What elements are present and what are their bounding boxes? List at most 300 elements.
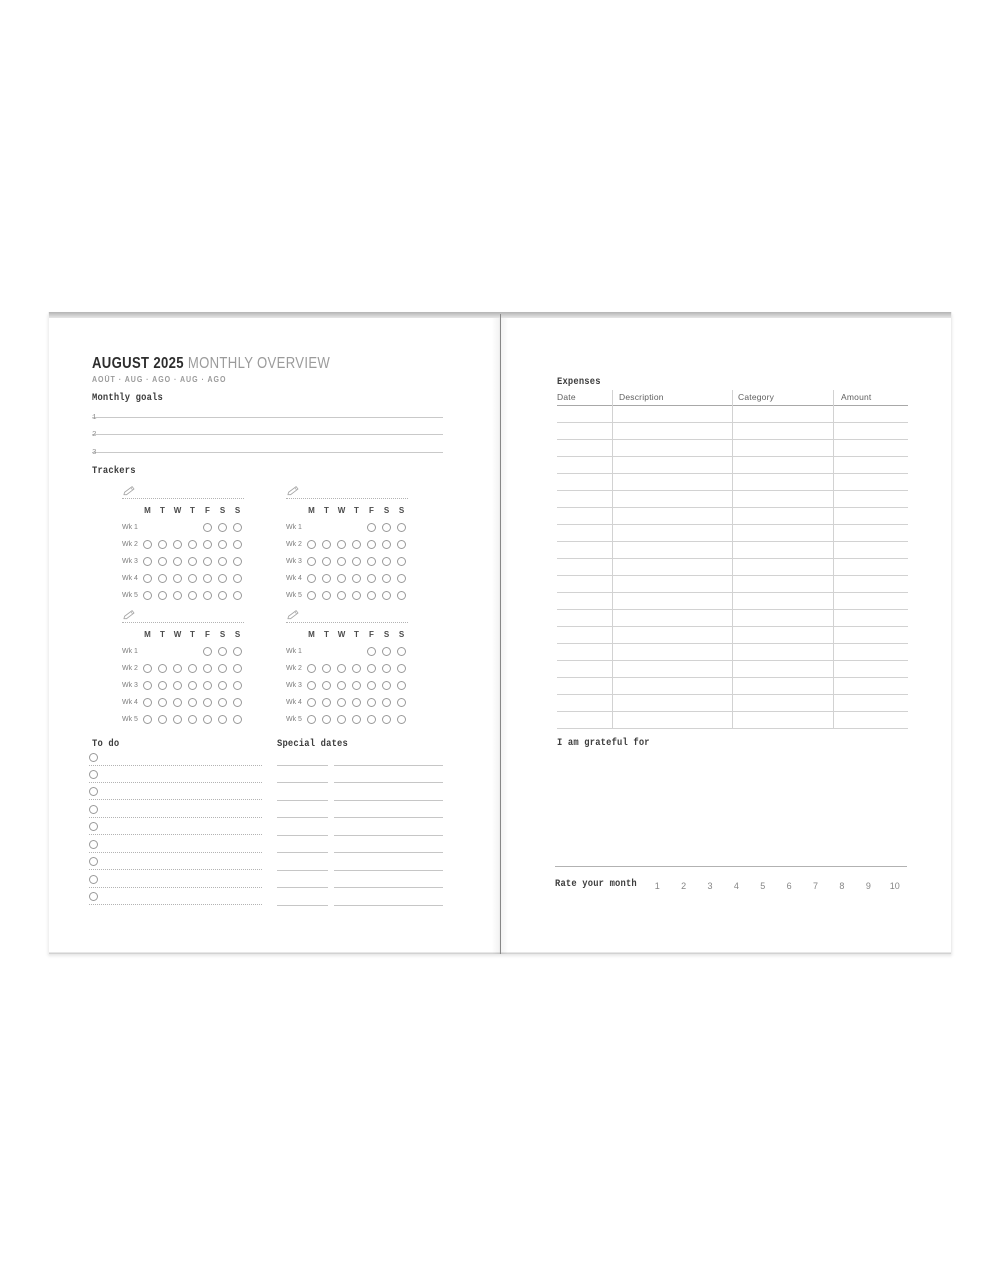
tracker-day-cell	[170, 678, 185, 693]
tracker-week-row	[122, 571, 245, 586]
tracker-day-circle	[233, 574, 242, 583]
tracker-day-cell	[215, 712, 230, 727]
tracker-day-cell	[364, 644, 379, 659]
tracker-day-cell	[334, 520, 349, 535]
special-date-line-short	[277, 852, 328, 853]
tracker-day-cell	[394, 537, 409, 552]
tracker-day-cell	[304, 695, 319, 710]
tracker-day-letter: T	[324, 630, 329, 639]
tracker-day-circle	[218, 647, 227, 656]
tracker-day-circle	[337, 681, 346, 690]
tracker-day-cell	[185, 661, 200, 676]
tracker-day-cell	[319, 588, 334, 603]
tracker-day-cell	[185, 571, 200, 586]
tracker-day-circle	[382, 681, 391, 690]
tracker-day-cell	[379, 695, 394, 710]
tracker-day-cell	[319, 678, 334, 693]
tracker-week-label: Wk 3	[122, 681, 138, 689]
tracker-week-label: Wk 1	[122, 523, 138, 531]
tracker-day-circle	[322, 715, 331, 724]
tracker-day-cell	[349, 537, 364, 552]
tracker-day-cell	[170, 571, 185, 586]
tracker-day-circle	[397, 540, 406, 549]
tracker-day-cell	[155, 661, 170, 676]
pencil-icon	[287, 608, 300, 621]
todo-row	[89, 875, 262, 888]
tracker-day-cell	[140, 520, 155, 535]
tracker-day-circle	[397, 698, 406, 707]
tracker-week-row	[286, 695, 409, 710]
tracker-day-cell	[349, 661, 364, 676]
goal-number: 2	[92, 431, 97, 440]
special-date-line-long	[334, 782, 443, 783]
tracker-day-cell	[215, 537, 230, 552]
tracker-day-circle	[382, 540, 391, 549]
tracker-day-circle	[233, 591, 242, 600]
tracker-day-cell	[304, 588, 319, 603]
expenses-row-line	[557, 592, 908, 593]
tracker-day-circle	[397, 574, 406, 583]
tracker-day-cell	[155, 678, 170, 693]
tracker-day-letter: F	[205, 630, 210, 639]
special-date-line-short	[277, 887, 328, 888]
tracker-day-header	[304, 506, 409, 515]
tracker-day-cell	[379, 571, 394, 586]
tracker-day-circle	[158, 591, 167, 600]
pencil-icon	[123, 608, 136, 621]
expenses-row-line	[557, 643, 908, 644]
tracker-day-cell	[140, 661, 155, 676]
todo-circle	[89, 787, 98, 796]
tracker-day-letter: T	[190, 506, 195, 515]
rating-number: 1	[654, 881, 660, 891]
tracker-week-label: Wk 5	[286, 716, 302, 724]
tracker-day-circle	[143, 681, 152, 690]
tracker-day-circle	[218, 574, 227, 583]
tracker-week-row	[122, 537, 245, 552]
tracker-day-letter: W	[173, 630, 182, 639]
tracker-week-row	[122, 554, 245, 569]
tracker-day-cell	[319, 695, 334, 710]
tracker-week-label: Wk 4	[286, 575, 302, 583]
tracker-day-circle	[337, 540, 346, 549]
tracker-day-circle	[382, 698, 391, 707]
tracker-day-cell	[170, 520, 185, 535]
tracker-day-letter: M	[308, 506, 315, 515]
tracker-day-cell	[200, 537, 215, 552]
tracker-day-letter: S	[383, 506, 390, 515]
tracker-day-cell	[304, 661, 319, 676]
tracker-day-cell	[319, 712, 334, 727]
tracker-day-letter: S	[234, 506, 241, 515]
expenses-column-header: Description	[619, 392, 664, 402]
tracker-day-letter: T	[324, 506, 329, 515]
tracker-day-cell	[215, 554, 230, 569]
tracker-day-circle	[352, 664, 361, 673]
tracker-day-circle	[188, 574, 197, 583]
tracker-day-cell	[170, 537, 185, 552]
special-date-line-short	[277, 800, 328, 801]
tracker-day-circle	[367, 715, 376, 724]
tracker-day-cell	[140, 588, 155, 603]
tracker-day-circle	[158, 574, 167, 583]
tracker-day-header	[140, 630, 245, 639]
tracker-day-cell	[170, 661, 185, 676]
monthly-goals-label: Monthly goals	[92, 393, 163, 404]
todo-row	[89, 892, 262, 905]
tracker-day-circle	[382, 523, 391, 532]
tracker-day-cell	[364, 588, 379, 603]
tracker-day-circle	[367, 664, 376, 673]
tracker-title-line	[122, 498, 244, 499]
tracker-title-line	[286, 622, 408, 623]
tracker-day-circle	[218, 591, 227, 600]
tracker-day-circle	[203, 715, 212, 724]
tracker-day-circle	[233, 715, 242, 724]
tracker-day-cell	[200, 520, 215, 535]
tracker-day-cell	[185, 520, 200, 535]
goal-row	[92, 406, 443, 422]
expenses-row-line	[557, 507, 908, 508]
tracker-week-label: Wk 2	[122, 664, 138, 672]
tracker-day-circle	[233, 698, 242, 707]
tracker-day-cell	[334, 695, 349, 710]
tracker-day-circle	[218, 698, 227, 707]
tracker-day-circle	[397, 715, 406, 724]
tracker-day-circle	[397, 591, 406, 600]
expenses-row-line	[557, 711, 908, 712]
expenses-row-line	[557, 609, 908, 610]
tracker-day-letter: T	[160, 630, 165, 639]
todo-row	[89, 770, 262, 783]
todo-circle	[89, 822, 98, 831]
tracker-week-label: Wk 5	[286, 592, 302, 600]
tracker-day-cell	[349, 520, 364, 535]
expenses-row-line	[557, 473, 908, 474]
expenses-row-line	[557, 575, 908, 576]
tracker-day-cell	[394, 644, 409, 659]
tracker	[286, 482, 412, 602]
tracker-day-cell	[364, 571, 379, 586]
tracker-day-letter: S	[219, 506, 226, 515]
tracker-day-cell	[394, 588, 409, 603]
tracker-week-label: Wk 4	[286, 699, 302, 707]
special-date-line-short	[277, 817, 328, 818]
tracker-day-circle	[337, 591, 346, 600]
tracker-day-cell	[215, 644, 230, 659]
tracker-day-cell	[230, 712, 245, 727]
tracker-day-circle	[188, 557, 197, 566]
tracker-day-circle	[203, 698, 212, 707]
tracker-day-cell	[230, 520, 245, 535]
tracker-day-cell	[140, 571, 155, 586]
expenses-row-line	[557, 439, 908, 440]
tracker-day-cell	[155, 554, 170, 569]
tracker-day-circle	[143, 715, 152, 724]
todo-row	[89, 857, 262, 870]
trackers-label: Trackers	[92, 466, 136, 477]
tracker-day-circle	[158, 540, 167, 549]
tracker-day-circle	[143, 574, 152, 583]
tracker-day-cell	[334, 661, 349, 676]
tracker-day-cell	[140, 554, 155, 569]
tracker-day-circle	[352, 557, 361, 566]
tracker-day-circle	[322, 591, 331, 600]
tracker-day-cell	[215, 588, 230, 603]
expenses-row-line	[557, 558, 908, 559]
tracker-week-row	[286, 678, 409, 693]
special-date-line-short	[277, 870, 328, 871]
tracker-day-cell	[155, 520, 170, 535]
tracker-day-circle	[307, 574, 316, 583]
tracker-day-cell	[200, 712, 215, 727]
tracker-day-cell	[304, 712, 319, 727]
tracker-day-cell	[319, 554, 334, 569]
tracker-day-circle	[143, 591, 152, 600]
todo-row	[89, 805, 262, 818]
tracker-day-cell	[394, 661, 409, 676]
tracker-day-circle	[158, 715, 167, 724]
tracker-day-circle	[382, 557, 391, 566]
tracker-day-cell	[304, 520, 319, 535]
tracker-day-letter: W	[173, 506, 182, 515]
pencil-icon	[123, 484, 136, 497]
tracker-week-label: Wk 3	[286, 681, 302, 689]
tracker-day-circle	[397, 557, 406, 566]
tracker-day-circle	[367, 681, 376, 690]
tracker-day-cell	[140, 712, 155, 727]
tracker-day-circle	[233, 681, 242, 690]
tracker-day-circle	[352, 540, 361, 549]
tracker-day-circle	[382, 647, 391, 656]
tracker-day-cell	[364, 537, 379, 552]
tracker-day-circle	[173, 664, 182, 673]
tracker-week-row	[122, 695, 245, 710]
tracker-day-circle	[203, 647, 212, 656]
tracker-day-letter: S	[219, 630, 226, 639]
tracker-day-circle	[218, 681, 227, 690]
special-date-line-long	[334, 905, 443, 906]
tracker-day-circle	[382, 715, 391, 724]
tracker-day-cell	[215, 661, 230, 676]
tracker-day-circle	[203, 681, 212, 690]
tracker-day-cell	[364, 712, 379, 727]
tracker-week-label: Wk 3	[122, 557, 138, 565]
goal-row	[92, 441, 443, 457]
tracker-day-letter: T	[160, 506, 165, 515]
tracker-day-letter: T	[354, 506, 359, 515]
tracker-day-cell	[394, 520, 409, 535]
tracker-day-cell	[304, 554, 319, 569]
tracker-day-circle	[337, 664, 346, 673]
tracker-day-cell	[215, 678, 230, 693]
tracker-day-letter: S	[398, 630, 405, 639]
expenses-column-header: Date	[557, 392, 576, 402]
expenses-row-line	[557, 490, 908, 491]
tracker-day-cell	[155, 588, 170, 603]
tracker-week-row	[286, 644, 409, 659]
tracker-day-circle	[307, 698, 316, 707]
tracker-day-cell	[140, 678, 155, 693]
tracker-day-cell	[200, 588, 215, 603]
tracker-week-row	[122, 644, 245, 659]
tracker-day-cell	[334, 554, 349, 569]
goal-number: 3	[92, 448, 97, 457]
tracker-day-cell	[364, 678, 379, 693]
tracker-day-circle	[352, 698, 361, 707]
tracker-day-cell	[349, 554, 364, 569]
tracker-day-cell	[364, 661, 379, 676]
tracker-day-cell	[185, 554, 200, 569]
expenses-row-line	[557, 456, 908, 457]
tracker-day-letter: T	[190, 630, 195, 639]
tracker-day-circle	[188, 681, 197, 690]
tracker-day-cell	[140, 695, 155, 710]
tracker-day-circle	[218, 715, 227, 724]
special-date-line-short	[277, 782, 328, 783]
tracker-day-circle	[322, 664, 331, 673]
tracker-day-cell	[334, 588, 349, 603]
special-date-line-long	[334, 817, 443, 818]
tracker-day-cell	[379, 678, 394, 693]
tracker-week-label: Wk 4	[122, 575, 138, 583]
tracker-day-circle	[158, 664, 167, 673]
tracker-day-cell	[304, 571, 319, 586]
tracker-day-circle	[397, 647, 406, 656]
tracker-day-cell	[379, 588, 394, 603]
tracker-day-cell	[230, 571, 245, 586]
tracker-day-cell	[334, 571, 349, 586]
todo-row	[89, 787, 262, 800]
tracker-day-circle	[322, 557, 331, 566]
tracker-day-circle	[352, 681, 361, 690]
tracker-title-line	[122, 622, 244, 623]
tracker-day-cell	[185, 678, 200, 693]
page-title-month: AUGUST 2025	[92, 355, 184, 372]
tracker-day-cell	[200, 661, 215, 676]
tracker-day-circle	[367, 591, 376, 600]
tracker	[286, 606, 412, 726]
tracker-day-circle	[382, 664, 391, 673]
rating-number: 2	[681, 881, 687, 891]
tracker-day-letter: W	[337, 630, 346, 639]
tracker-day-cell	[230, 588, 245, 603]
tracker-day-cell	[394, 554, 409, 569]
tracker-day-letter: S	[398, 506, 405, 515]
tracker-week-row	[286, 588, 409, 603]
tracker-day-cell	[155, 712, 170, 727]
expenses-table	[557, 390, 908, 728]
tracker-day-cell	[230, 644, 245, 659]
tracker-week-row	[286, 554, 409, 569]
tracker-day-circle	[173, 681, 182, 690]
tracker-day-cell	[230, 678, 245, 693]
tracker-day-circle	[367, 523, 376, 532]
tracker-day-cell	[140, 644, 155, 659]
tracker-day-cell	[349, 571, 364, 586]
tracker-week-label: Wk 1	[122, 647, 138, 655]
todo-row	[89, 840, 262, 853]
tracker-day-circle	[367, 574, 376, 583]
tracker-day-circle	[143, 698, 152, 707]
tracker-week-row	[122, 520, 245, 535]
expenses-row-line	[557, 524, 908, 525]
tracker-day-letter: S	[383, 630, 390, 639]
tracker-day-cell	[185, 537, 200, 552]
tracker-day-cell	[170, 695, 185, 710]
special-date-line-long	[334, 835, 443, 836]
expenses-label: Expenses	[557, 377, 601, 388]
tracker-day-circle	[352, 715, 361, 724]
tracker-day-letter: M	[144, 630, 151, 639]
tracker-day-circle	[158, 557, 167, 566]
tracker-day-circle	[158, 698, 167, 707]
tracker-day-header	[140, 506, 245, 515]
tracker-day-cell	[230, 554, 245, 569]
tracker-day-cell	[379, 644, 394, 659]
tracker-day-cell	[364, 695, 379, 710]
special-date-line-short	[277, 905, 328, 906]
tracker-day-circle	[367, 647, 376, 656]
tracker-day-circle	[307, 681, 316, 690]
tracker-day-circle	[173, 540, 182, 549]
tracker-day-cell	[349, 678, 364, 693]
tracker-day-circle	[158, 681, 167, 690]
tracker-title-line	[286, 498, 408, 499]
todo-circle	[89, 753, 98, 762]
tracker-day-circle	[367, 557, 376, 566]
tracker-day-circle	[322, 574, 331, 583]
tracker-day-cell	[215, 695, 230, 710]
expenses-column-header: Amount	[841, 392, 872, 402]
tracker-day-circle	[173, 557, 182, 566]
tracker-week-row	[122, 588, 245, 603]
tracker-day-circle	[203, 591, 212, 600]
tracker-day-cell	[215, 520, 230, 535]
pencil-icon	[287, 484, 300, 497]
tracker-week-row	[286, 712, 409, 727]
tracker-day-circle	[307, 540, 316, 549]
rating-number: 3	[707, 881, 713, 891]
tracker-day-circle	[173, 715, 182, 724]
tracker-day-circle	[352, 574, 361, 583]
tracker-day-cell	[334, 678, 349, 693]
special-date-line-short	[277, 835, 328, 836]
tracker-day-circle	[218, 540, 227, 549]
tracker-day-circle	[352, 591, 361, 600]
tracker-week-label: Wk 2	[286, 664, 302, 672]
page-title	[92, 355, 330, 373]
tracker-day-cell	[319, 571, 334, 586]
tracker-day-letter: M	[308, 630, 315, 639]
tracker-day-cell	[200, 695, 215, 710]
expenses-row-line	[557, 694, 908, 695]
tracker-day-circle	[337, 574, 346, 583]
tracker-day-cell	[349, 588, 364, 603]
tracker-day-circle	[382, 591, 391, 600]
tracker-week-row	[122, 661, 245, 676]
tracker-day-cell	[155, 695, 170, 710]
tracker-day-cell	[364, 520, 379, 535]
expenses-row-line	[557, 541, 908, 542]
tracker-day-circle	[367, 698, 376, 707]
tracker-day-cell	[200, 554, 215, 569]
rating-number: 9	[865, 881, 871, 891]
tracker-week-row	[122, 678, 245, 693]
rating-scale	[644, 881, 908, 891]
tracker-day-circle	[367, 540, 376, 549]
tracker-day-cell	[230, 661, 245, 676]
